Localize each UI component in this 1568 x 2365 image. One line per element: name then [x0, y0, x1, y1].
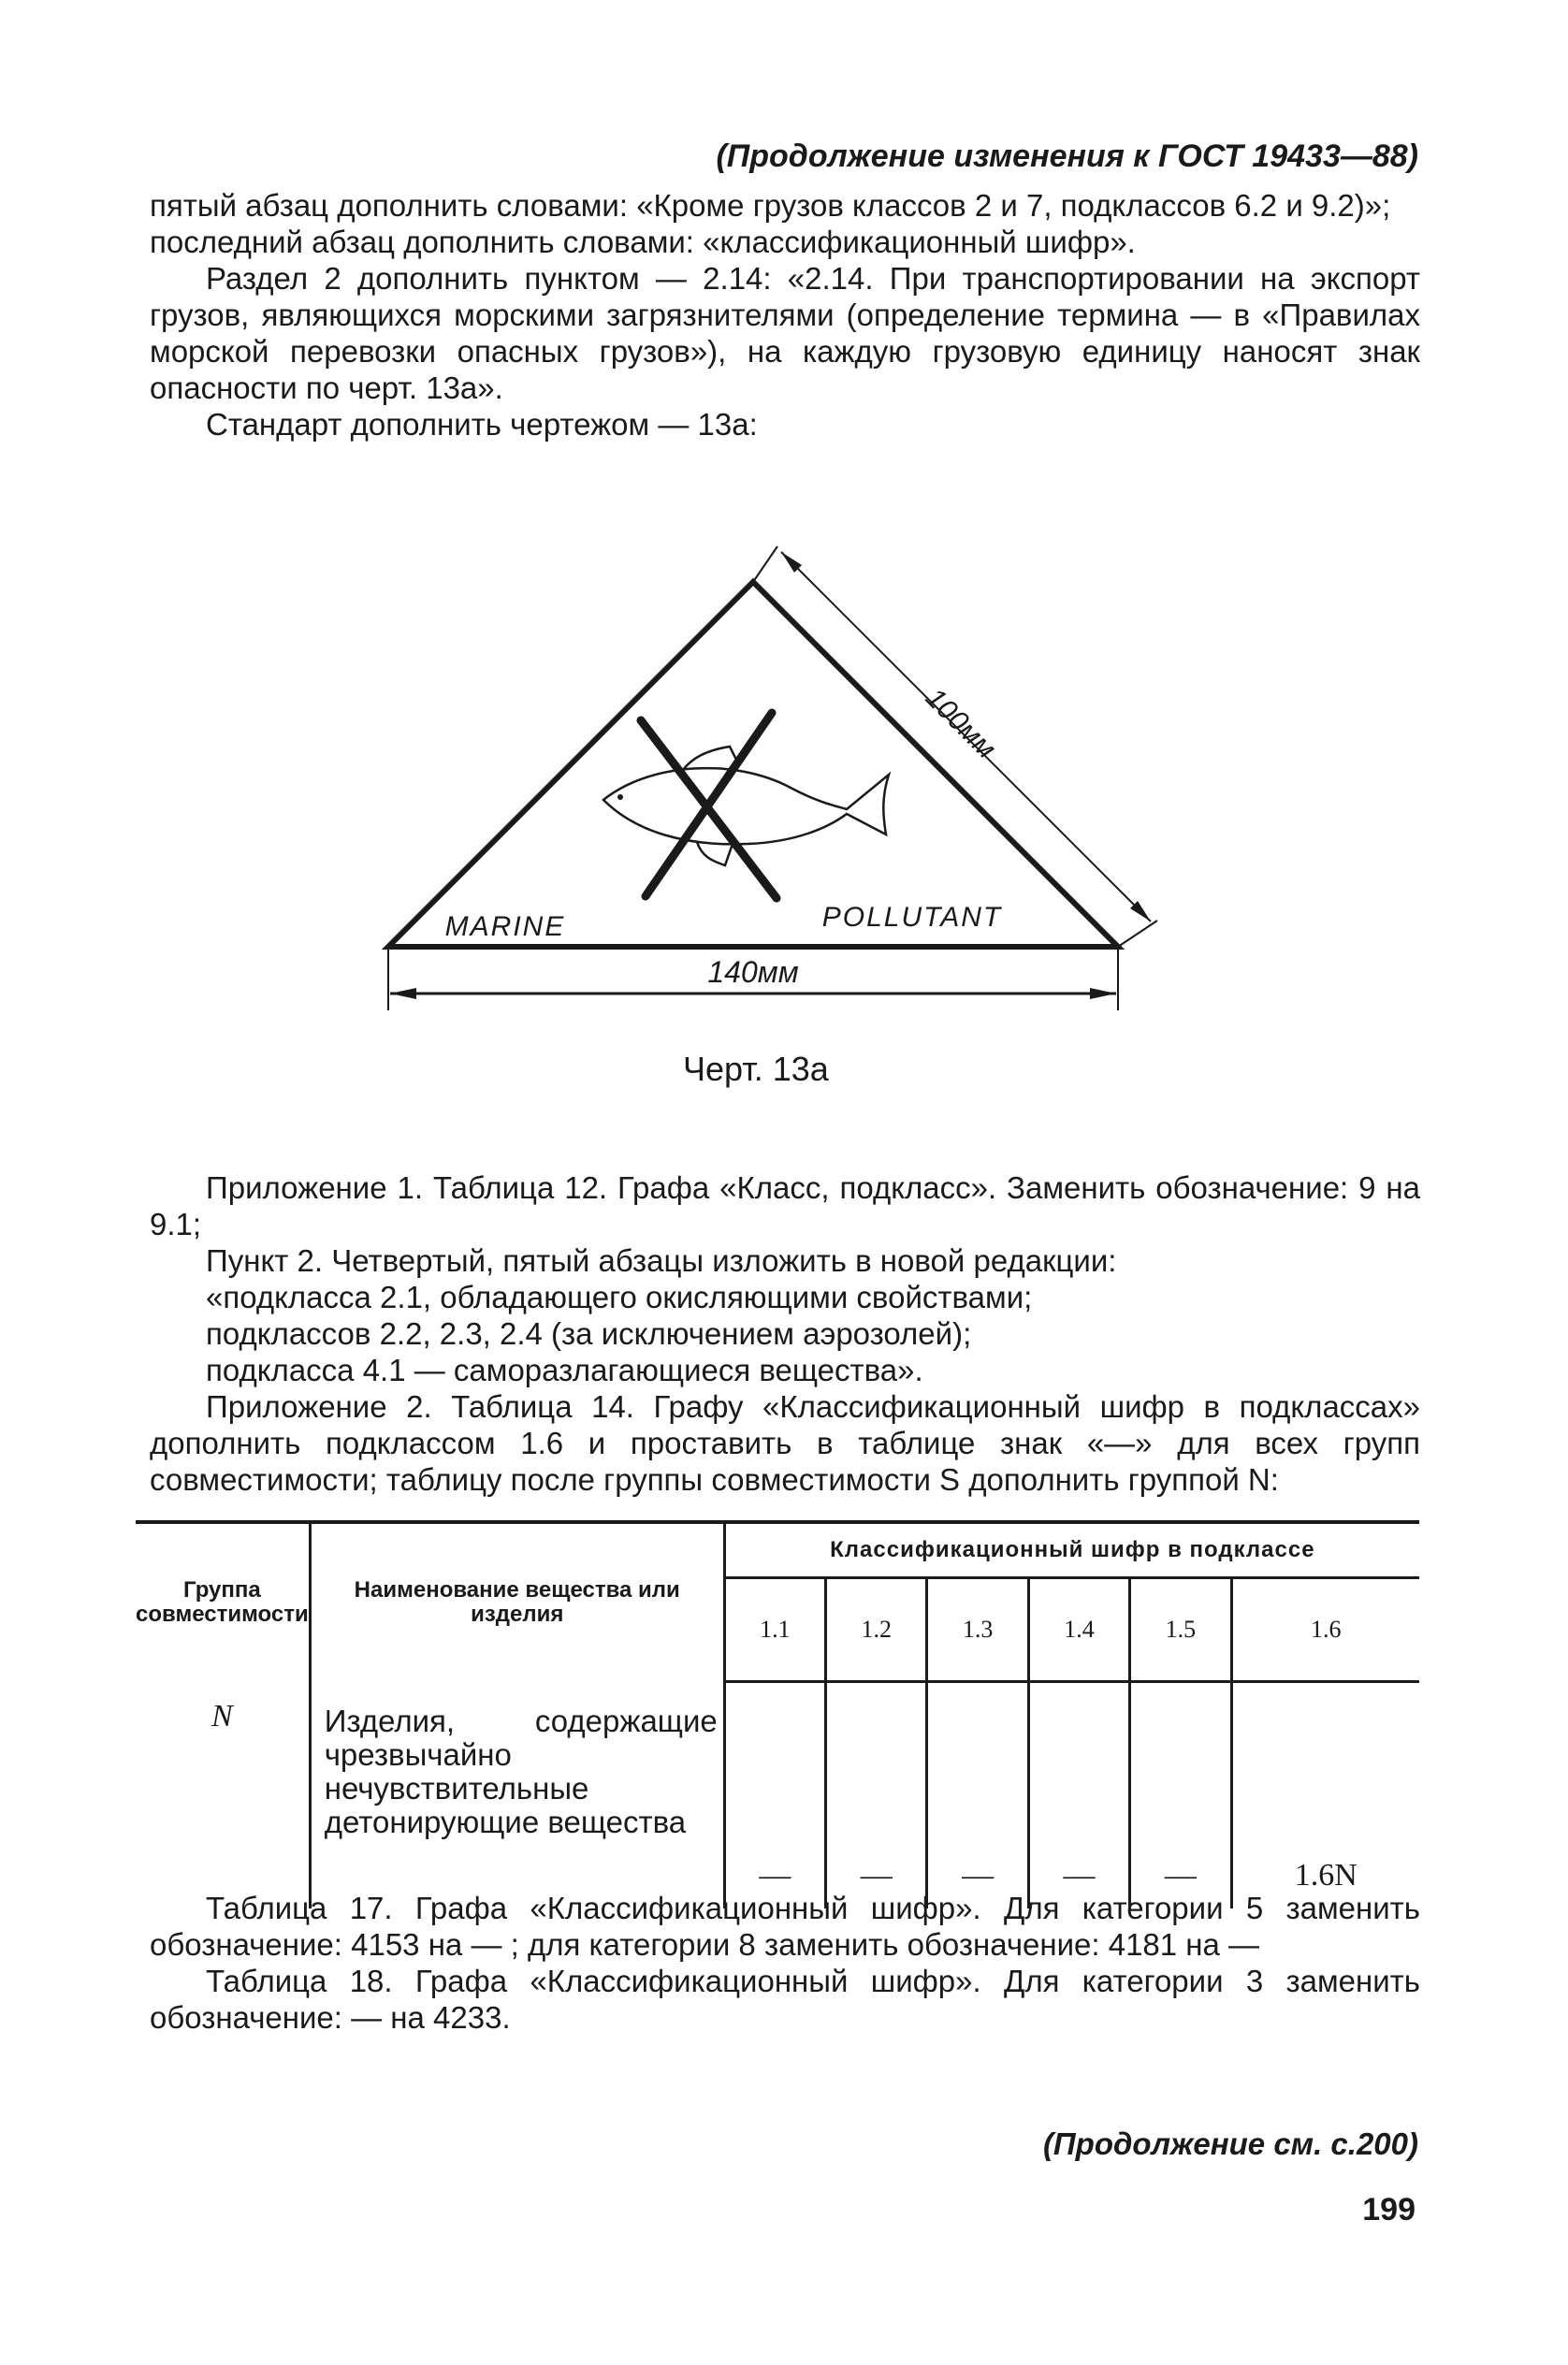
arrowhead	[1090, 988, 1116, 999]
extension-line	[1118, 921, 1157, 947]
paragraph: Приложение 2. Таблица 14. Графу «Классификационный шифр в подклассах» дополнить подклассом 1.6 и проставить в таблице знак «—» для всех групп совместимости; таблицу после группы совместимости S дополнить группой N:	[150, 1389, 1420, 1497]
paragraph: подклассов 2.2, 2.3, 2.4 (за исключением аэрозолей);	[206, 1316, 972, 1351]
paragraph: последний абзац дополнить словами: «классификационный шифр».	[150, 225, 1136, 259]
figure-caption: Черт. 13а	[683, 1050, 829, 1088]
paragraph: пятый абзац дополнить словами: «Кроме грузов классов 2 и 7, подклассов 6.2 и 9.2)»;	[150, 188, 1391, 223]
header-subclass: 1.4	[1028, 1578, 1129, 1682]
cell-value: —	[826, 1682, 927, 1908]
top-text-block	[150, 187, 1420, 443]
header-subclass: 1.1	[724, 1578, 825, 1682]
paragraph: Пункт 2. Четвертый, пятый абзацы изложить в новой редакции:	[206, 1243, 1117, 1278]
header-subclass: 1.6	[1231, 1578, 1419, 1682]
paragraph: Таблица 17. Графа «Классификационный шифр». Для категории 5 заменить обозначение: 4153 на — ; для категории 8 заменить обозначение: 4181 на —	[150, 1891, 1420, 1962]
cell-value: —	[1028, 1682, 1129, 1908]
continuation-note: (Продолжение см. с.200)	[1042, 2126, 1418, 2161]
extension-line	[753, 546, 777, 582]
header-classification: Классификационный шифр в подклассе	[724, 1522, 1419, 1578]
paragraph: «подкласса 2.1, обладающего окисляющими свойствами;	[206, 1280, 1033, 1314]
cell-value: —	[927, 1682, 1028, 1908]
table-row	[136, 1682, 1419, 1908]
paragraph: Приложение 1. Таблица 12. Графа «Класс, подкласс». Заменить обозначение: 9 на 9.1;	[150, 1170, 1420, 1241]
header-subclass: 1.3	[927, 1578, 1028, 1682]
cell-value: 1.6N	[1231, 1682, 1419, 1908]
paragraph: Раздел 2 дополнить пунктом — 2.14: «2.14. При транспортировании на экспорт грузов, являющихся морскими загрязнителями (определение термина — в «Правилах морской перевозки опасных грузов»), на каждую грузовую единицу наносят знак опасности по черт. 13а».	[150, 261, 1420, 405]
header-group: Группа совместимости	[136, 1522, 310, 1682]
label-marine: MARINE	[444, 911, 566, 942]
header-subclass: 1.2	[826, 1578, 927, 1682]
cell-group: N	[211, 1698, 233, 1734]
crossed-fish-icon	[603, 713, 889, 898]
appendix-text-block	[150, 1169, 1420, 1498]
triangle-outline	[388, 582, 1118, 947]
cell-value: —	[759, 1857, 791, 1893]
dimension-label-base: 140мм	[707, 955, 799, 989]
arrowhead	[390, 988, 416, 999]
paragraph: Таблица 18. Графа «Классификационный шифр». Для категории 3 заменить обозначение: — на 4233.	[150, 1964, 1420, 2035]
cell-value: —	[1130, 1682, 1231, 1908]
compatibility-table	[136, 1520, 1419, 1908]
bottom-text-block	[150, 1890, 1420, 2036]
paragraph: подкласса 4.1 — саморазлагающиеся вещества».	[206, 1353, 923, 1387]
page-number: 199	[1362, 2192, 1416, 2227]
dimension-label-side: 100мм	[919, 682, 1002, 765]
marine-pollutant-drawing	[370, 543, 1174, 1048]
paragraph: Стандарт дополнить чертежом — 13а:	[206, 407, 758, 442]
header-subclass: 1.5	[1130, 1578, 1231, 1682]
header-name: Наименование вещества или изделия	[310, 1522, 724, 1682]
label-pollutant: POLLUTANT	[821, 902, 1003, 933]
cell-name: Изделия, содержащие чрезвычайно нечувствительные детонирующие вещества	[310, 1682, 724, 1908]
drawing-svg	[370, 543, 1174, 1048]
page-header: (Продолжение изменения к ГОСТ 19433—88)	[716, 138, 1418, 174]
